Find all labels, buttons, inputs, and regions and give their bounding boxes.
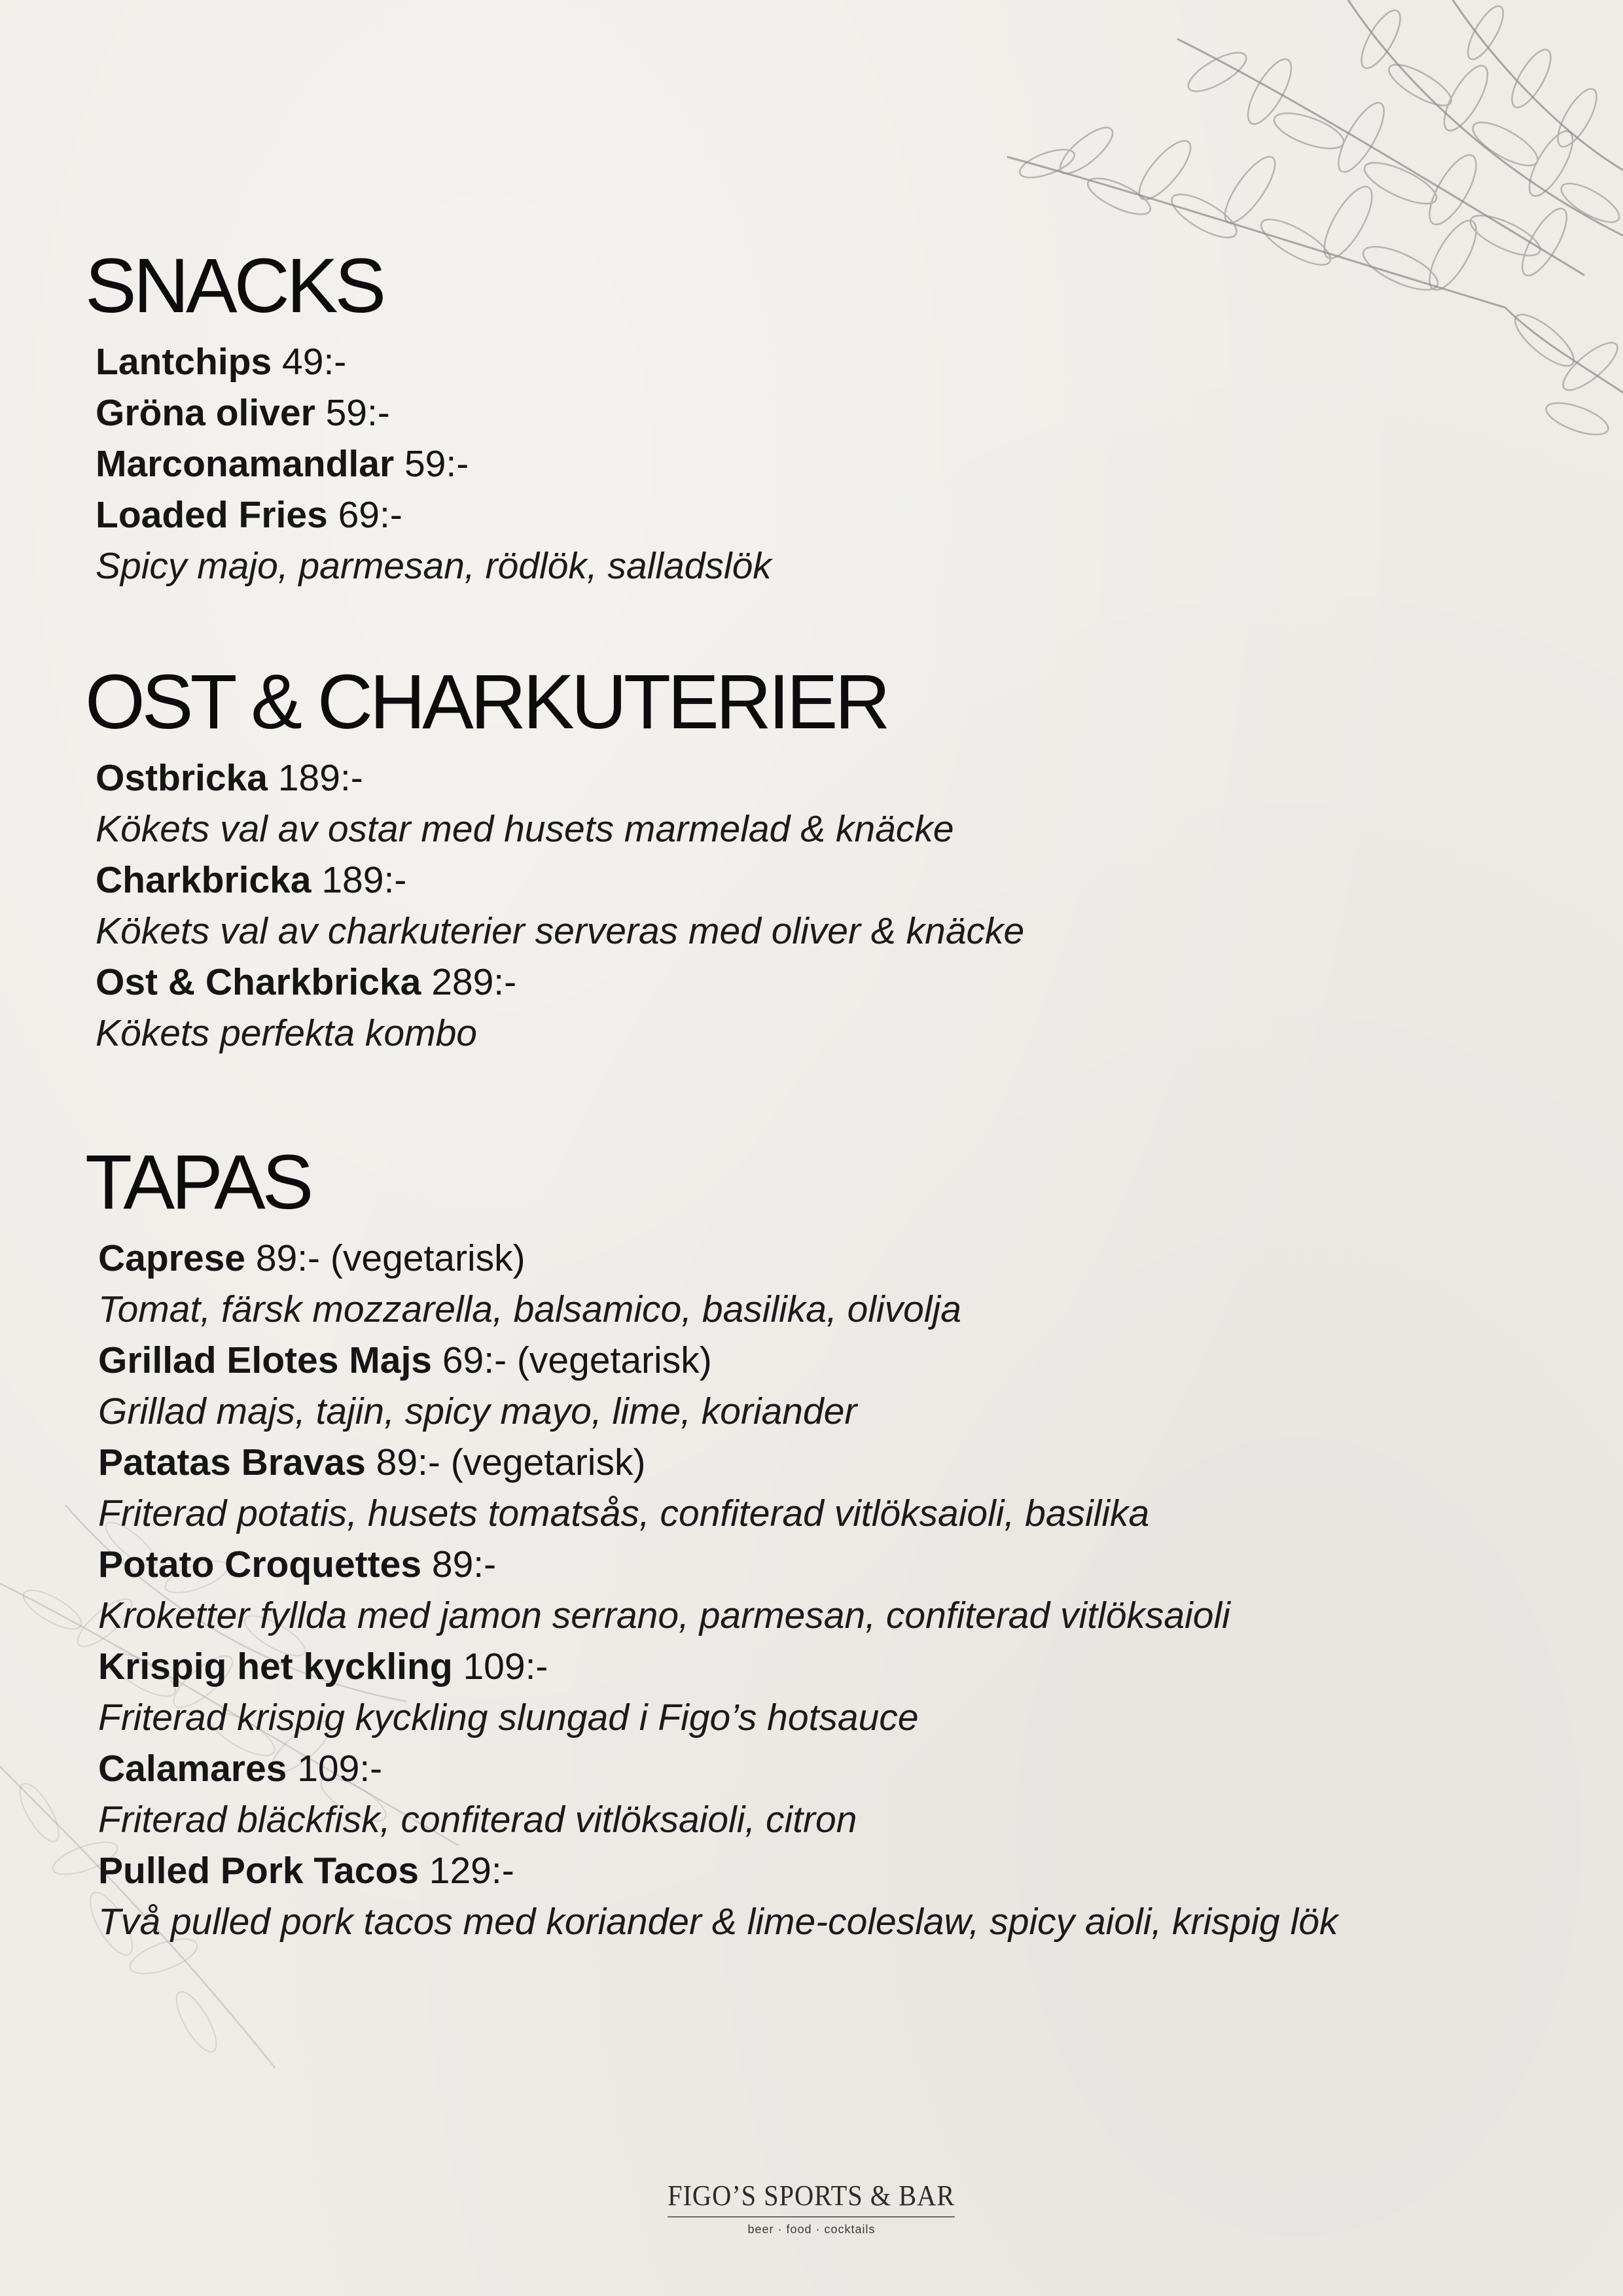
- menu-item-name: Calamares: [98, 1748, 287, 1790]
- menu-item-price: 129:-: [429, 1850, 514, 1892]
- menu-item-description: Spicy majo, parmesan, rödlök, salladslök: [96, 545, 772, 587]
- menu-item-name: Lantchips: [96, 341, 272, 383]
- menu-item-description: Friterad potatis, husets tomatsås, confiterad vitlöksaioli, basilika: [98, 1492, 1150, 1534]
- menu-item: [96, 387, 1558, 438]
- menu-item-description: Kroketter fyllda med jamon serrano, parmesan, confiterad vitlöksaioli: [98, 1595, 1230, 1636]
- menu-item-price: 89:-: [431, 1544, 497, 1585]
- menu-item-description: Kökets perfekta kombo: [96, 1012, 477, 1054]
- menu-item-name: Krispig het kyckling: [98, 1646, 453, 1687]
- menu-list: [85, 752, 1558, 1059]
- menu-item-price: 189:-: [277, 757, 363, 799]
- menu-item-price: 69:-: [442, 1339, 507, 1381]
- menu-item-name: Marconamandlar: [96, 443, 395, 485]
- menu-item-name: Ost & Charkbricka: [96, 961, 421, 1003]
- menu-item-name: Caprese: [98, 1237, 245, 1279]
- menu-item: [98, 1539, 1558, 1590]
- menu-item: [96, 336, 1558, 387]
- menu-item-price: 69:-: [338, 494, 402, 536]
- menu-item: [96, 752, 1558, 804]
- logo-name: FIGO’S SPORTS & BAR: [668, 2179, 955, 2217]
- section-snacks: [85, 243, 1558, 592]
- menu-item-name: Loaded Fries: [96, 494, 328, 536]
- section-title: TAPAS: [85, 1139, 311, 1226]
- menu-item-name: Gröna oliver: [96, 392, 315, 434]
- menu-item-description: Friterad bläckfisk, confiterad vitlöksaioli, citron: [98, 1799, 857, 1841]
- menu-item-price: 109:-: [463, 1646, 548, 1687]
- menu-item-description: Tomat, färsk mozzarella, balsamico, basilika, olivolja: [98, 1288, 961, 1330]
- menu-item: [96, 855, 1558, 906]
- menu-item: [96, 489, 1558, 540]
- menu-item-description: Kökets val av ostar med husets marmelad & knäcke: [96, 808, 954, 850]
- menu-item-name: Patatas Bravas: [98, 1441, 366, 1483]
- menu-item: [98, 1845, 1558, 1896]
- menu-item: [98, 1437, 1558, 1488]
- footer-logo: [648, 2179, 975, 2236]
- menu-item-price: 189:-: [321, 859, 407, 901]
- section-tapas: [85, 1139, 1558, 1947]
- menu-item-price: 89:-: [376, 1441, 440, 1483]
- menu-list: [85, 1233, 1558, 1947]
- menu-item-note: (vegetarisk): [450, 1441, 646, 1483]
- menu-item-price: 289:-: [431, 961, 517, 1003]
- menu-item-description: Friterad krispig kyckling slungad i Figo’s hotsauce: [98, 1697, 919, 1739]
- section-ost-charkuterier: [85, 659, 1558, 1059]
- menu-list: [85, 336, 1558, 592]
- menu-item-description: Grillad majs, tajin, spicy mayo, lime, koriander: [98, 1390, 857, 1432]
- menu-item-description: Kökets val av charkuterier serveras med oliver & knäcke: [96, 910, 1025, 952]
- menu-item-name: Ostbricka: [96, 757, 268, 799]
- menu-item: [98, 1641, 1558, 1692]
- menu-item-price: 59:-: [325, 392, 390, 434]
- menu-item: [96, 438, 1558, 489]
- menu-item-name: Grillad Elotes Majs: [98, 1339, 432, 1381]
- menu-item: [98, 1233, 1558, 1284]
- menu-item: [98, 1335, 1558, 1386]
- menu-item-note: (vegetarisk): [516, 1339, 712, 1381]
- menu-item-description: Två pulled pork tacos med koriander & lime-coleslaw, spicy aioli, krispig lök: [98, 1901, 1338, 1943]
- menu-item-name: Charkbricka: [96, 859, 312, 901]
- menu-item-price: 59:-: [404, 443, 469, 485]
- logo-tagline: beer · food · cocktails: [747, 2223, 876, 2236]
- menu-item: [96, 957, 1558, 1008]
- menu-item: [98, 1743, 1558, 1794]
- menu-item-name: Potato Croquettes: [98, 1544, 422, 1585]
- menu-item-price: 49:-: [282, 341, 347, 383]
- menu-item-name: Pulled Pork Tacos: [98, 1850, 419, 1892]
- section-title: SNACKS: [85, 243, 383, 329]
- menu-item-note: (vegetarisk): [330, 1237, 526, 1279]
- menu-item-price: 89:-: [255, 1237, 321, 1279]
- menu-item-price: 109:-: [297, 1748, 383, 1790]
- section-title: OST & CHARKUTERIER: [85, 659, 887, 745]
